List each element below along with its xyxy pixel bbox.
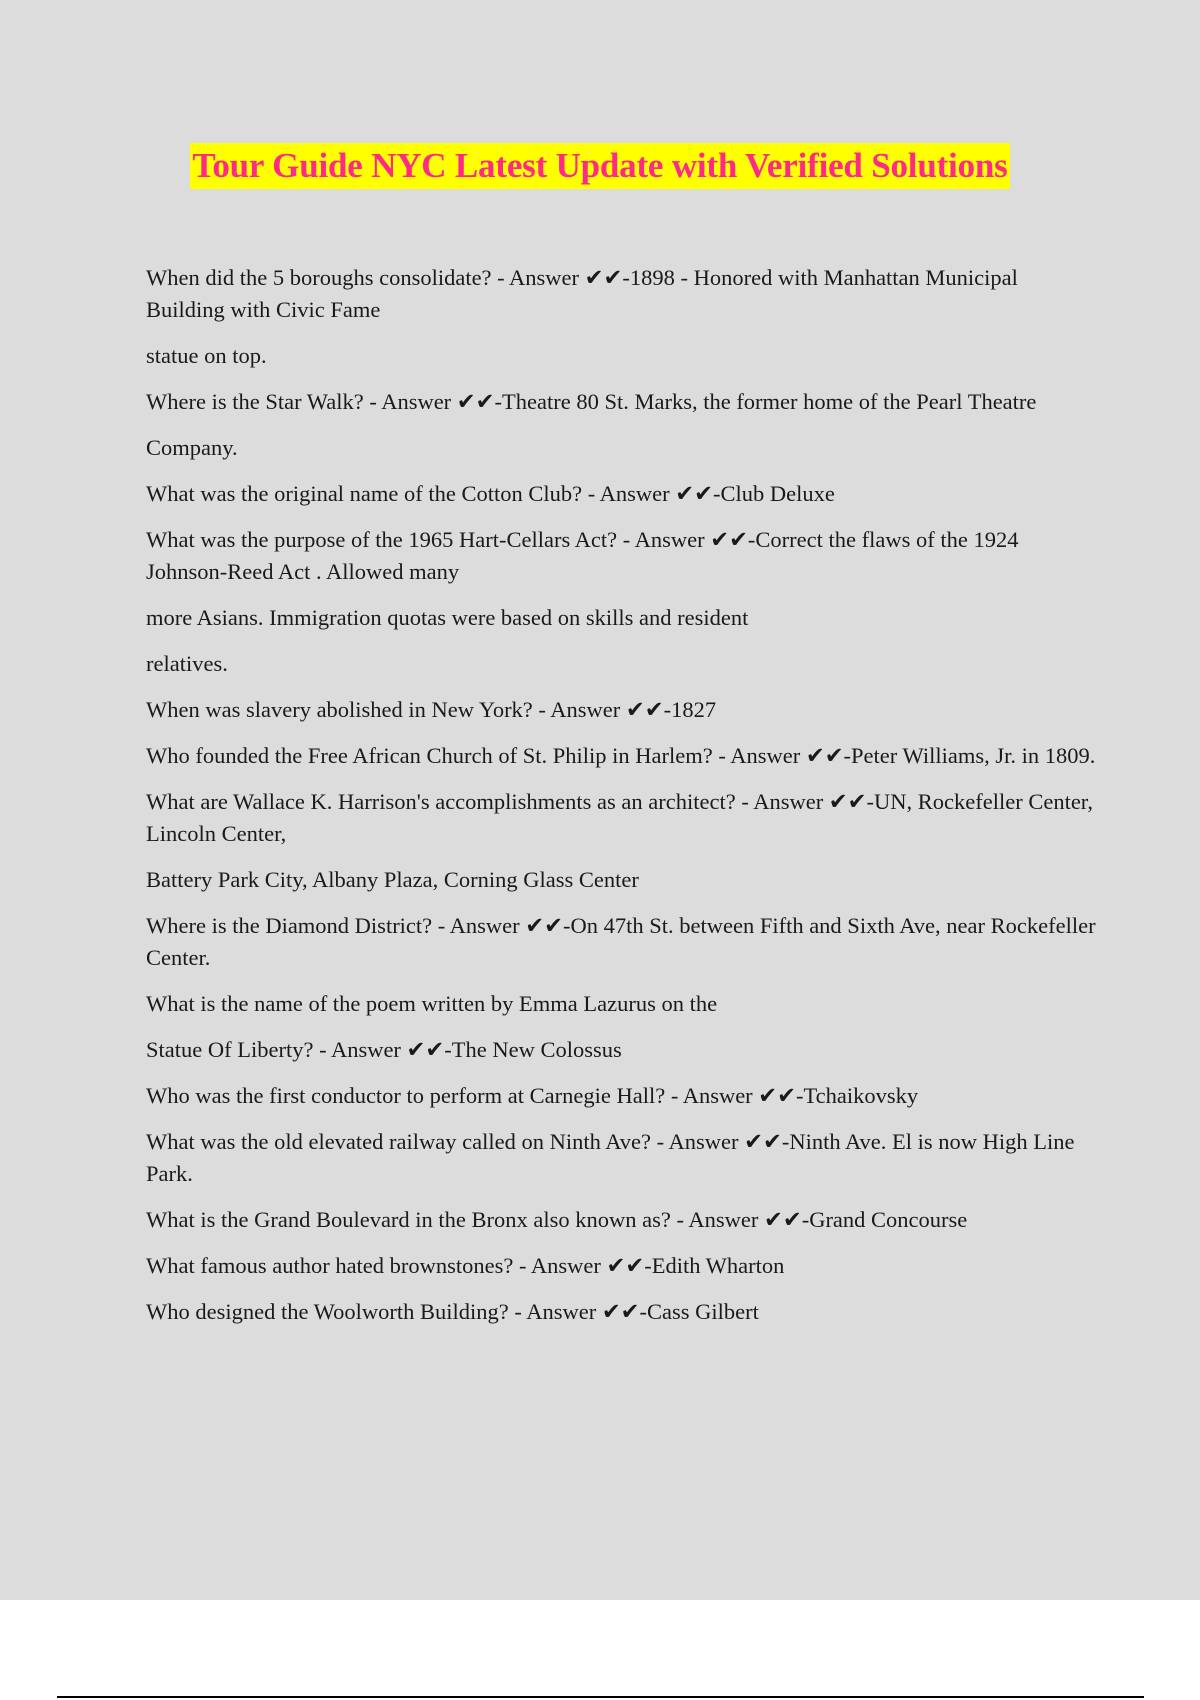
document-title: Tour Guide NYC Latest Update with Verified Solutions: [190, 143, 1009, 189]
qa-paragraph: What famous author hated brownstones? - Answer ✔✔-Edith Wharton: [146, 1253, 785, 1278]
footer-divider: [57, 1696, 1144, 1698]
title-container: [0, 143, 1200, 189]
qa-paragraph: Where is the Star Walk? - Answer ✔✔-Theatre 80 St. Marks, the former home of the Pearl Theatre: [146, 389, 1037, 414]
qa-paragraph: statue on top.: [146, 343, 267, 368]
qa-paragraph: more Asians. Immigration quotas were based on skills and resident: [146, 605, 749, 630]
qa-paragraph: What was the original name of the Cotton Club? - Answer ✔✔-Club Deluxe: [146, 481, 835, 506]
qa-paragraph: Who designed the Woolworth Building? - Answer ✔✔-Cass Gilbert: [146, 1299, 759, 1324]
qa-paragraph: What are Wallace K. Harrison's accomplishments as an architect? - Answer ✔✔-UN, Rockefeller Center, Lincoln Center,: [146, 789, 1094, 846]
qa-paragraph: Who was the first conductor to perform at Carnegie Hall? - Answer ✔✔-Tchaikovsky: [146, 1083, 919, 1108]
qa-paragraph: What was the purpose of the 1965 Hart-Cellars Act? - Answer ✔✔-Correct the flaws of the 1924 Johnson-Reed Act . Allowed many: [146, 527, 1019, 584]
qa-paragraph: Battery Park City, Albany Plaza, Corning Glass Center: [146, 867, 639, 892]
qa-paragraph: Where is the Diamond District? - Answer ✔✔-On 47th St. between Fifth and Sixth Ave, near Rockefeller Center.: [146, 913, 1096, 970]
qa-paragraph: What was the old elevated railway called on Ninth Ave? - Answer ✔✔-Ninth Ave. El is now High Line Park.: [146, 1129, 1075, 1186]
qa-paragraph: relatives.: [146, 651, 228, 676]
qa-paragraph: Who founded the Free African Church of St. Philip in Harlem? - Answer ✔✔-Peter Williams, Jr. in 1809.: [146, 743, 1096, 768]
qa-content: [146, 262, 1096, 1342]
qa-paragraph: Statue Of Liberty? - Answer ✔✔-The New Colossus: [146, 1037, 622, 1062]
qa-paragraph: When did the 5 boroughs consolidate? - Answer ✔✔-1898 - Honored with Manhattan Municipal Building with Civic Fame: [146, 265, 1018, 322]
qa-paragraph: What is the name of the poem written by Emma Lazurus on the: [146, 991, 718, 1016]
qa-paragraph: Company.: [146, 435, 238, 460]
qa-paragraph: When was slavery abolished in New York? - Answer ✔✔-1827: [146, 697, 717, 722]
qa-paragraph: What is the Grand Boulevard in the Bronx also known as? - Answer ✔✔-Grand Concourse: [146, 1207, 968, 1232]
